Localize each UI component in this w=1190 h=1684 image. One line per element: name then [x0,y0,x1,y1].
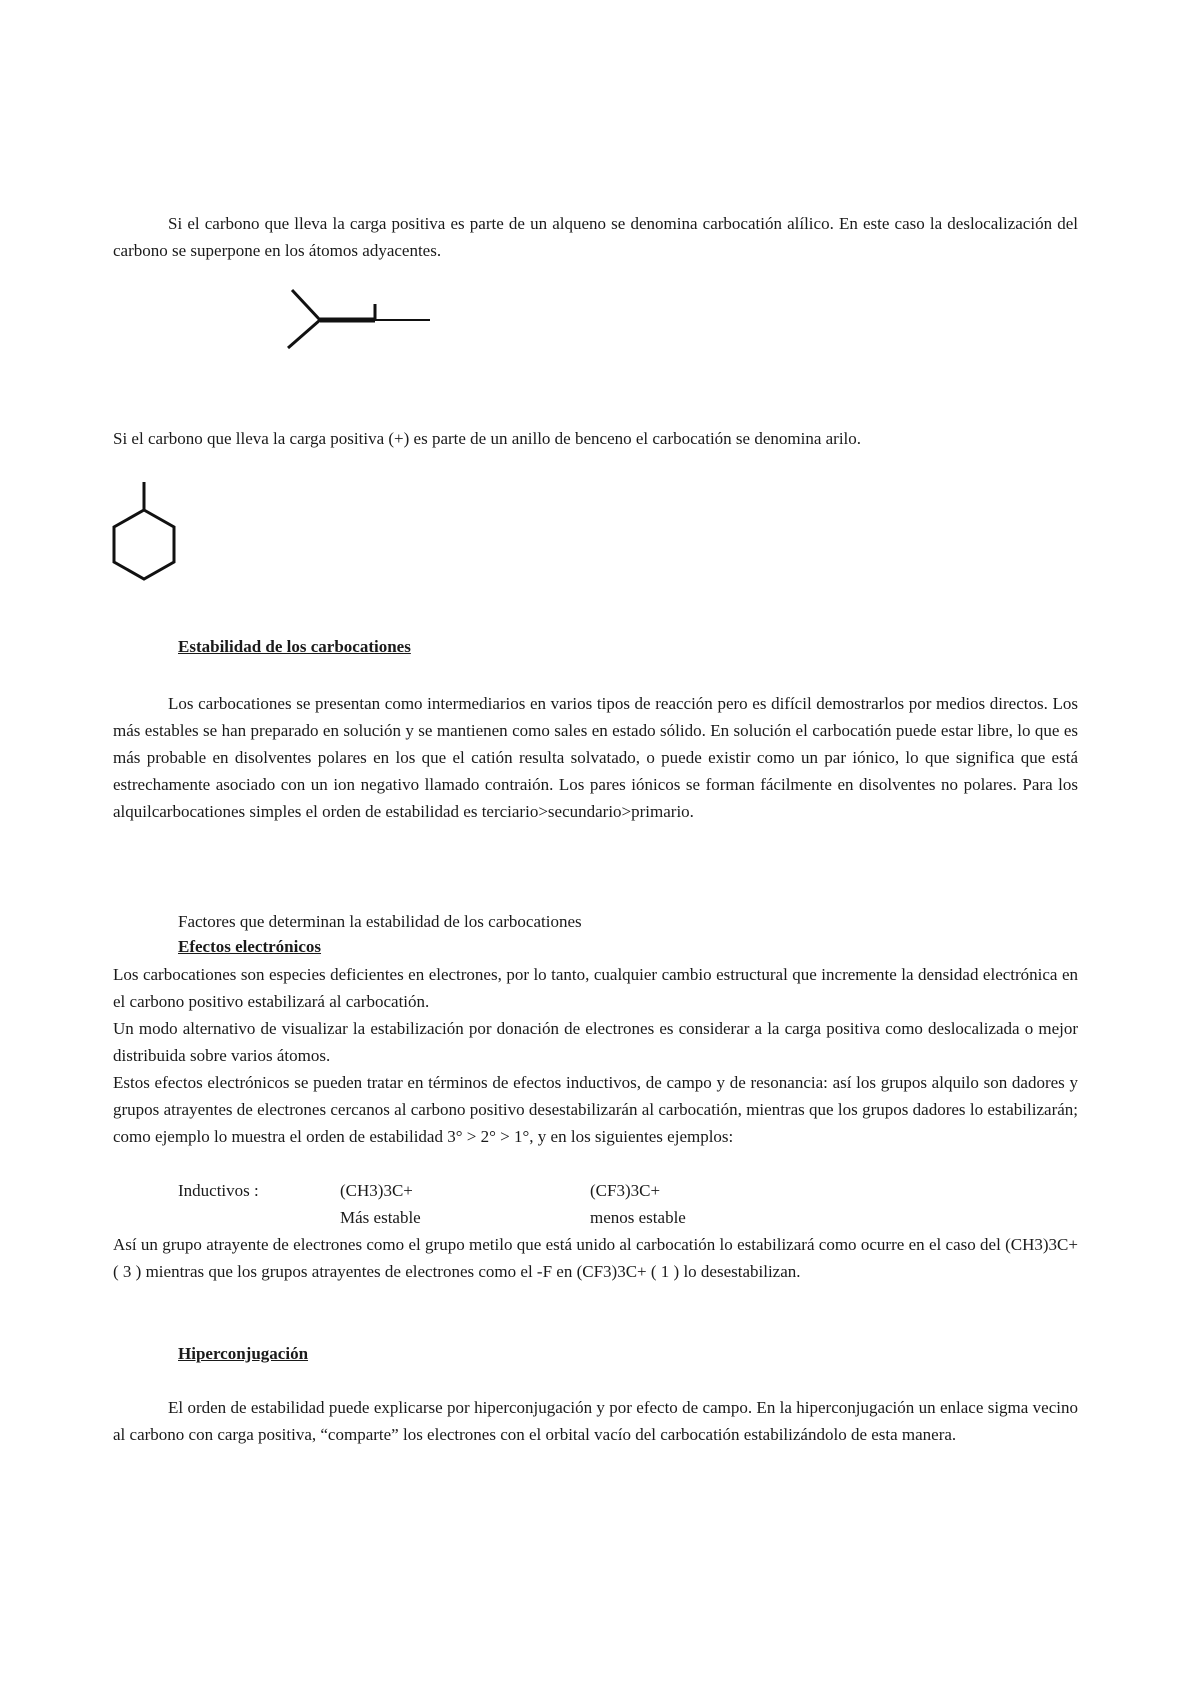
example-formula-1: (CH3)3C+ [340,1181,413,1200]
paragraph-benzylic: Si el carbono que lleva la carga positiva (+) es parte de un anillo de benceno el carbocatión se denomina arilo. [113,429,862,448]
paragraph-allylic: Si el carbono que lleva la carga positiva es parte de un alqueno se denomina carbocatión alílico. En este caso la deslocalización del carbono se superpone en los átomos adyacentes. [113,214,1078,260]
example-caption-2: menos estable [590,1208,686,1227]
paragraph-electronic-3: Estos efectos electrónicos se pueden tratar en términos de efectos inductivos, de campo y de resonancia: así los grupos alquilo son dadores y grupos atrayentes de electrones cercanos al carbono positivo desestabilizarán al carbocatión, mientras que los grupos dadores lo estabilizarán; como ejemplo lo muestra el orden de estabilidad 3° > 2° > 1°, y en los siguientes ejemplos: [113,1073,1078,1146]
paragraph-electronic-1: Los carbocationes son especies deficientes en electrones, por lo tanto, cualquier cambio estructural que incremente la densidad electrónica en el carbono positivo estabilizará al carbocatión. [113,965,1078,1011]
allylic-structure-diagram [280,290,450,380]
example-caption-1: Más estable [340,1208,421,1227]
heading-electronic-effects: Efectos electrónicos [178,937,322,956]
example-formula-2: (CF3)3C+ [590,1181,661,1200]
heading-hyperconjugation: Hiperconjugación [178,1344,309,1363]
paragraph-stability: Los carbocationes se presentan como intermediarios en varios tipos de reacción pero es difícil demostrarlos por medios directos. Los más estables se han preparado en solución y se mantienen como sales en estado sólido. En solución el carbocatión puede estar libre, lo que es más probable en disolventes polares en los que el catión resulta solvatado, o puede existir como un par iónico, lo que significa que está estrechamente asociado con un ion negativo llamado contraión. Los pares iónicos se forman fácilmente en disolventes no polares. Para los alquilcarbocationes simples el orden de estabilidad es terciario>secundario>primario. [113,694,1078,821]
heading-stability: Estabilidad de los carbocationes [178,637,411,656]
factors-line: Factores que determinan la estabilidad de los carbocationes [178,912,582,931]
benzene-ring-diagram [112,482,192,592]
paragraph-electronic-2: Un modo alternativo de visualizar la estabilización por donación de electrones es considerar a la carga positiva como deslocalizada o mejor distribuida sobre varios átomos. [113,1019,1078,1065]
example-label: Inductivos : [178,1181,259,1200]
paragraph-hyperconjugation: El orden de estabilidad puede explicarse por hiperconjugación y por efecto de campo. En la hiperconjugación un enlace sigma vecino al carbono con carga positiva, “comparte” los electrones con el orbital vacío del carbocatión estabilizándolo de esta manera. [113,1398,1078,1444]
paragraph-electronic-4: Así un grupo atrayente de electrones como el grupo metilo que está unido al carbocatión lo estabilizará como ocurre en el caso del (CH3)3C+ ( 3 ) mientras que los grupos atrayentes de electrones como el -F en (CF3)3C+ ( 1 ) lo desestabilizan. [113,1235,1078,1281]
